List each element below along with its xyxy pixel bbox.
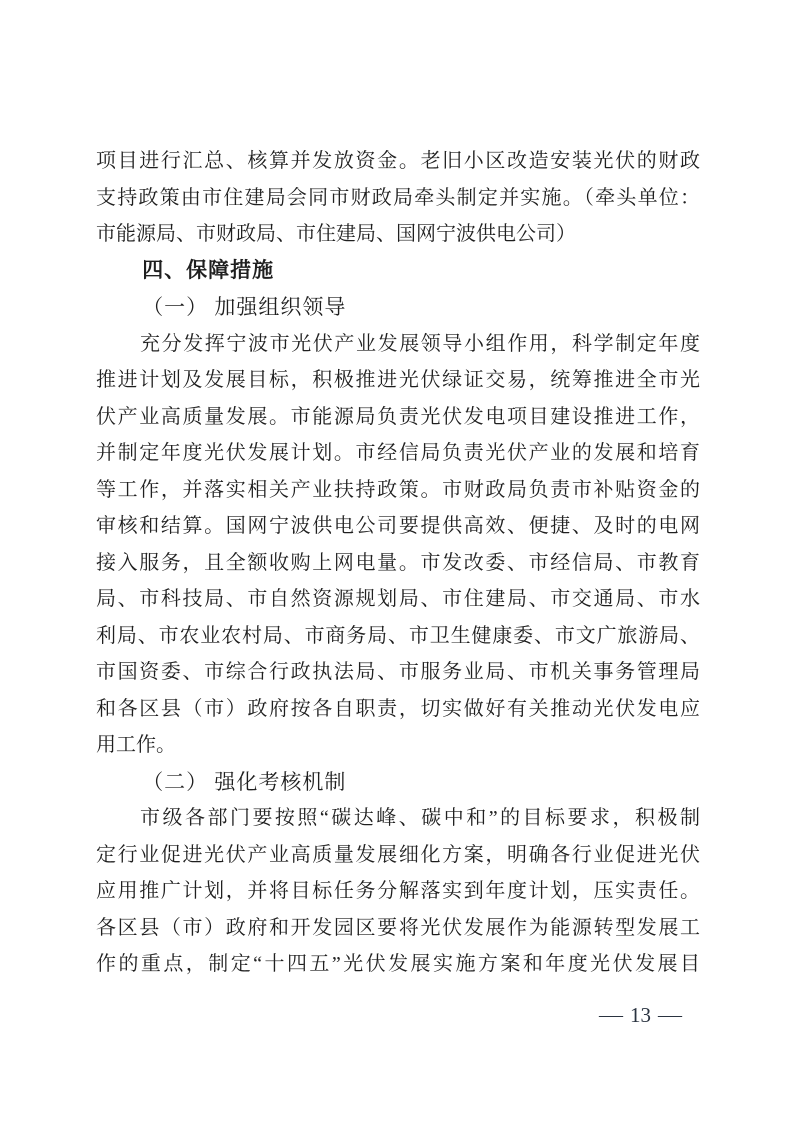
text-line: 推进计划及发展目标，积极推进光伏绿证交易，统筹推进全市光 — [96, 369, 700, 391]
text-line: 支持政策由市住建局会同市财政局牵头制定并实施。（牵头单位： — [96, 186, 700, 209]
text-line: 项目进行汇总、核算并发放资金。老旧小区改造安装光伏的财政 — [96, 150, 700, 172]
text-line: 用工作。 — [96, 734, 176, 756]
text-line: 接入服务，且全额收购上网电量。市发改委、市经信局、市教育 — [96, 551, 700, 574]
text-line: 局、市科技局、市自然资源规划局、市住建局、市交通局、市水 — [96, 588, 700, 610]
footer-dash-right: — — [658, 1004, 682, 1026]
text-line: 市级各部门要按照“碳达峰、碳中和”的目标要求，积极制 — [140, 807, 700, 829]
text-line: 作的重点，制定“十四五”光伏发展实施方案和年度光伏发展目 — [96, 953, 700, 975]
page-footer — [601, 1000, 680, 1030]
text-line: 定行业促进光伏产业高质量发展细化方案，明确各行业促进光伏 — [96, 843, 700, 866]
section-heading: 四、保障措施 — [142, 258, 275, 282]
text-line: 审核和结算。国网宁波供电公司要提供高效、便捷、及时的电网 — [96, 515, 700, 537]
subsection-heading: （一） 加强组织领导 — [142, 295, 347, 319]
text-line: 各区县（市）政府和开发园区要将光伏发展作为能源转型发展工 — [96, 916, 700, 939]
text-line: 等工作，并落实相关产业扶持政策。市财政局负责市补贴资金的 — [96, 478, 700, 501]
text-line: 伏产业高质量发展。市能源局负责光伏发电项目建设推进工作， — [96, 405, 700, 428]
subsection-heading: （二） 强化考核机制 — [142, 769, 347, 794]
page-number: 13 — [630, 1003, 651, 1027]
footer-dash-left: — — [599, 1004, 623, 1026]
document-body — [96, 143, 700, 983]
text-line: 应用推广计划，并将目标任务分解落实到年度计划，压实责任。 — [96, 880, 700, 902]
text-line: 并制定年度光伏发展计划。市经信局负责光伏产业的发展和培育 — [96, 442, 700, 464]
text-line: 利局、市农业农村局、市商务局、市卫生健康委、市文广旅游局、 — [96, 624, 700, 647]
text-line: 和各区县（市）政府按各自职责，切实做好有关推动光伏发电应 — [96, 697, 700, 720]
text-line: 市国资委、市综合行政执法局、市服务业局、市机关事务管理局 — [96, 661, 700, 683]
text-line: 充分发挥宁波市光伏产业发展领导小组作用，科学制定年度 — [140, 332, 700, 355]
text-line: 市能源局、市财政局、市住建局、国网宁波供电公司） — [96, 223, 576, 245]
